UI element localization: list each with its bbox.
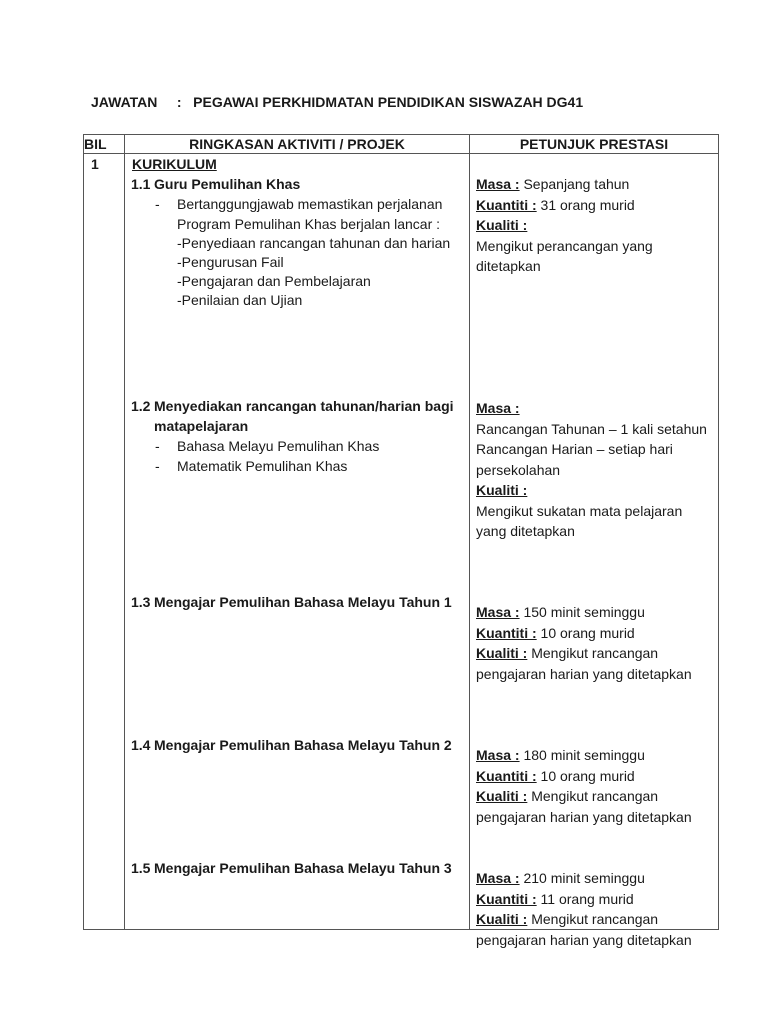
table-row [84, 154, 719, 930]
indicator-1-1 [476, 174, 716, 277]
column-header-bil: BIL [84, 135, 125, 154]
activity-1-4 [131, 735, 466, 755]
kuantiti-value: 10 orang murid [540, 624, 635, 641]
page-heading [91, 94, 583, 110]
masa-value: Rancangan Harian – setiap hari persekolahan [476, 441, 673, 478]
table-header-row [84, 135, 719, 154]
masa-value: 210 minit seminggu [523, 870, 645, 886]
list-item: - Matematik Pemulihan Khas [155, 458, 348, 474]
subline: -Pengajaran dan Pembelajaran [177, 273, 371, 289]
category-title: KURIKULUM [132, 156, 217, 172]
masa-line [476, 868, 716, 889]
masa-label: Masa : [476, 747, 520, 763]
list-item: - Bahasa Melayu Pemulihan Khas [155, 438, 380, 454]
kualiti-label: Kualiti : [476, 911, 528, 927]
heading-label: JAWATAN [91, 94, 158, 110]
subline: -Penyediaan rancangan tahunan dan harian [177, 235, 451, 251]
indicator-1-2 [476, 398, 716, 542]
indicator-cell [470, 154, 719, 948]
list-item: - Bertanggungjawab memastikan perjalanan Program Pemulihan Khas berjalan lancar : [131, 194, 466, 234]
column-header-activity: RINGKASAN AKTIVITI / PROJEK [125, 135, 470, 154]
column-header-indicator: PETUNJUK PRESTASI [470, 135, 719, 154]
kualiti-line [476, 643, 716, 684]
masa-label: Masa : [476, 176, 520, 192]
masa-label: Masa : [476, 604, 520, 620]
kualiti-label: Kualiti : [476, 482, 528, 498]
masa-value: Sepanjang tahun [523, 176, 630, 192]
activity-number: 1.3 [131, 594, 151, 610]
activity-number: 1.1 [131, 176, 151, 192]
kualiti-label: Kualiti : [476, 645, 528, 661]
activity-1-3 [131, 592, 466, 612]
kuantiti-label: Kuantiti : [476, 767, 537, 784]
activity-number: 1.2 [131, 398, 151, 414]
activity-table [83, 134, 719, 948]
kualiti-value: Mengikut rancangan pengajaran harian yang ditetapkan [476, 788, 692, 825]
kualiti-label: Kualiti : [476, 788, 528, 804]
kuantiti-value: 11 orang murid [540, 890, 634, 907]
kualiti-line [476, 786, 716, 827]
heading-separator: : [176, 94, 182, 110]
kuantiti-line [476, 623, 716, 644]
masa-line [476, 398, 716, 419]
activity-title: Menyediakan rancangan tahunan/harian bagi matapelajaran [154, 398, 454, 434]
indicator-1-4 [476, 745, 716, 827]
activity-heading [131, 858, 466, 878]
bil-number: 1 [91, 156, 99, 172]
activity-title: Mengajar Pemulihan Bahasa Melayu Tahun 2 [154, 737, 452, 753]
activity-cell [125, 154, 470, 930]
masa-line [476, 745, 716, 766]
bullet-text: Bahasa Melayu Pemulihan Khas [177, 438, 380, 454]
activity-1-2 [131, 396, 466, 476]
activity-heading [131, 174, 466, 194]
kuantiti-line [476, 195, 716, 216]
heading-value: PEGAWAI PERKHIDMATAN PENDIDIKAN SISWAZAH DG41 [193, 94, 584, 110]
kuantiti-line [476, 766, 716, 787]
activity-1-1 [131, 174, 466, 310]
kualiti-value: Mengikut rancangan pengajaran harian yang ditetapkan [476, 645, 692, 682]
kuantiti-label: Kuantiti : [476, 624, 537, 641]
kualiti-value: Mengikut perancangan yang ditetapkan [476, 237, 653, 274]
activity-heading [131, 396, 466, 436]
bil-cell [84, 154, 125, 930]
activity-heading [131, 592, 466, 612]
masa-value: 180 minit seminggu [523, 747, 645, 763]
indicator-1-5 [476, 868, 716, 950]
activity-number: 1.4 [131, 737, 151, 753]
activity-title: Mengajar Pemulihan Bahasa Melayu Tahun 3 [154, 860, 452, 876]
masa-line [476, 174, 716, 195]
kuantiti-label: Kuantiti : [476, 196, 537, 213]
kuantiti-label: Kuantiti : [476, 890, 537, 907]
kuantiti-value: 10 orang murid [540, 767, 635, 784]
indicator-1-3 [476, 602, 716, 684]
subline: -Pengurusan Fail [177, 254, 284, 270]
masa-label: Masa : [476, 400, 520, 416]
masa-line [476, 602, 716, 623]
kualiti-line [476, 215, 716, 236]
bullet-text: Bertanggungjawab memastikan perjalanan Program Pemulihan Khas berjalan lancar : [177, 196, 443, 232]
activity-title: Guru Pemulihan Khas [154, 176, 301, 192]
kualiti-line [476, 909, 716, 950]
activity-number: 1.5 [131, 860, 151, 876]
kualiti-line [476, 480, 716, 501]
activity-heading [131, 735, 466, 755]
bullet-text: Matematik Pemulihan Khas [177, 458, 348, 474]
kuantiti-line [476, 889, 716, 910]
kualiti-value: Mengikut sukatan mata pelajaran yang ditetapkan [476, 502, 683, 539]
activity-bullets [131, 436, 466, 476]
masa-value: 150 minit seminggu [523, 604, 645, 620]
activity-title: Mengajar Pemulihan Bahasa Melayu Tahun 1 [154, 594, 452, 610]
subline: -Penilaian dan Ujian [177, 292, 303, 308]
masa-label: Masa : [476, 870, 520, 886]
activity-1-5 [131, 858, 466, 878]
kuantiti-value: 31 orang murid [540, 196, 635, 213]
masa-value: Rancangan Tahunan – 1 kali setahun [476, 420, 707, 437]
activity-bullets [131, 194, 466, 234]
kualiti-label: Kualiti : [476, 217, 528, 233]
kualiti-value: Mengikut rancangan pengajaran harian yang ditetapkan [476, 911, 692, 948]
